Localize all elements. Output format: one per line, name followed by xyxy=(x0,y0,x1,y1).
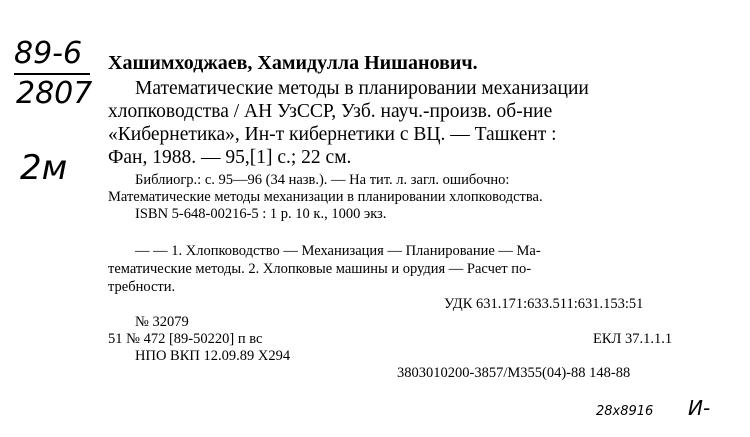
title-line-4: Фан, 1988. — 95,[1] с.; 22 см. xyxy=(108,147,352,168)
notes-line-3: ISBN 5-648-00216-5 : 1 р. 10 к., 1000 экз. xyxy=(135,206,387,222)
title-line-3: «Кибернетика», Ин-т кибернетики с ВЦ. — Ташкент : xyxy=(108,124,557,145)
printer-line: НПО ВКП 12.09.89 Х294 xyxy=(135,348,291,364)
title-line-2: хлопководства / АН УзССР, Узб. науч.-произв. об-ние xyxy=(108,101,553,122)
handwritten-shelf-mark-bottom: 2807 xyxy=(16,76,93,111)
title-line-1: Математические методы в планировании механизации xyxy=(135,78,589,99)
ekl-code: ЕКЛ 37.1.1.1 xyxy=(593,331,673,347)
subject-line-1: — — 1. Хлопководство — Механизация — Планирование — Ма- xyxy=(135,243,541,259)
handwritten-side-note: 2м xyxy=(20,148,68,188)
author-heading: Хашимходжаев, Хамидулла Нишанович. xyxy=(108,52,478,74)
classification-code: 3803010200-3857/М355(04)-88 148-88 xyxy=(397,365,631,381)
udk-code: УДК 631.171:633.511:631.153:51 xyxy=(444,296,644,312)
record-number: № 32079 xyxy=(135,314,189,330)
subject-line-3: требности. xyxy=(108,279,176,295)
handwritten-shelf-mark-top: 89-6 xyxy=(14,36,83,71)
notes-line-2: Математические методы механизации в планировании хлопководства. xyxy=(108,189,543,205)
shelf-mark-underline xyxy=(14,73,90,75)
handwritten-bottom-mark: И- xyxy=(688,396,711,420)
order-line: 51 № 472 [89-50220] п вс xyxy=(108,331,263,347)
notes-line-1: Библиогр.: с. 95—96 (34 назв.). — На тит. л. загл. ошибочно: xyxy=(135,172,510,188)
subject-line-2: тематические методы. 2. Хлопковые машины и орудия — Расчет по- xyxy=(108,261,532,277)
handwritten-bottom-note: 28x8916 xyxy=(596,404,654,419)
